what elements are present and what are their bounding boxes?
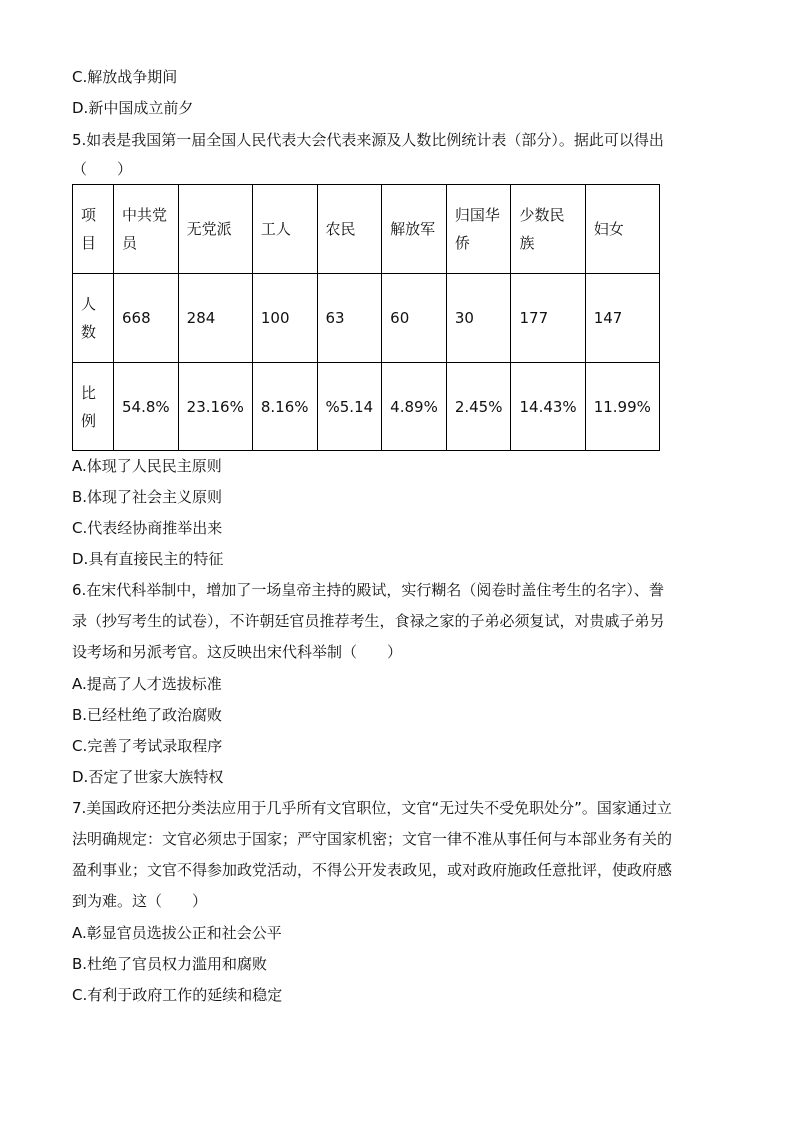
question-5-blank: （ ） [72,160,133,178]
q7-option-b: B.杜绝了官员权力滥用和腐败 [72,955,268,973]
table-cell: 100 [252,274,317,363]
option-c-prev: C.解放战争期间 [72,68,178,86]
q7-option-a: A.彰显官员选拔公正和社会公平 [72,924,282,942]
table-cell: 比例 [73,363,114,451]
table-row [73,363,660,451]
table-cell: 归国华侨 [446,185,511,274]
table-cell: 解放军 [382,185,447,274]
question-7-stem-line: 到为难。这（ ） [72,892,208,910]
q5-option-d: D.具有直接民主的特征 [72,550,224,568]
table-cell: 2.45% [446,363,511,451]
question-6-stem-line: 设考场和另派考官。这反映出宋代科举制（ ） [72,643,403,661]
table-cell: 人数 [73,274,114,363]
question-6-stem-line: 6.在宋代科举制中，增加了一场皇帝主持的殿试，实行糊名（阅卷时盖住考生的名字）、誊 [72,581,664,599]
q5-option-c: C.代表经协商推举出来 [72,519,223,537]
table-cell: 少数民族 [511,185,585,274]
q5-option-b: B.体现了社会主义原则 [72,488,223,506]
table-cell: 11.99% [585,363,659,451]
question-7-stem-line: 盈利事业；文官不得参加政党活动，不得公开发表政见，或对政府施政任意批评，使政府感 [72,861,673,879]
delegate-stats-table [72,184,660,451]
table-cell: 妇女 [585,185,659,274]
table-cell: 中共党员 [114,185,179,274]
table-cell: 668 [114,274,179,363]
table-cell: 工人 [252,185,317,274]
table-cell: %5.14 [317,363,382,451]
table-cell: 无党派 [178,185,252,274]
table-cell: 8.16% [252,363,317,451]
table-cell: 23.16% [178,363,252,451]
option-d-prev: D.新中国成立前夕 [72,99,194,117]
table-row [73,274,660,363]
table-cell: 项目 [73,185,114,274]
table-cell: 60 [382,274,447,363]
q6-option-d: D.否定了世家大族特权 [72,768,224,786]
q6-option-b: B.已经杜绝了政治腐败 [72,706,223,724]
q5-option-a: A.体现了人民民主原则 [72,457,222,475]
table-cell: 4.89% [382,363,447,451]
q6-option-c: C.完善了考试录取程序 [72,737,223,755]
question-7-stem-line: 7.美国政府还把分类法应用于几乎所有文官职位，文官“无过失不受免职处分”。国家通过立 [72,799,672,817]
table-cell: 177 [511,274,585,363]
table-cell: 147 [585,274,659,363]
q7-option-c: C.有利于政府工作的延续和稳定 [72,986,283,1004]
question-5-stem: 5.如表是我国第一届全国人民代表大会代表来源及人数比例统计表（部分）。据此可以得出 [72,131,664,149]
table-cell: 284 [178,274,252,363]
q6-option-a: A.提高了人才选拔标准 [72,675,222,693]
question-6-stem-line: 录（抄写考生的试卷），不许朝廷官员推荐考生，食禄之家的子弟必须复试，对贵戚子弟另 [72,612,665,630]
table-cell: 农民 [317,185,382,274]
table-cell: 14.43% [511,363,585,451]
table-row [73,185,660,274]
table-cell: 63 [317,274,382,363]
table-cell: 30 [446,274,511,363]
question-7-stem-line: 法明确规定：文官必须忠于国家；严守国家机密；文官一律不准从事任何与本部业务有关的 [72,830,673,848]
table-cell: 54.8% [114,363,179,451]
